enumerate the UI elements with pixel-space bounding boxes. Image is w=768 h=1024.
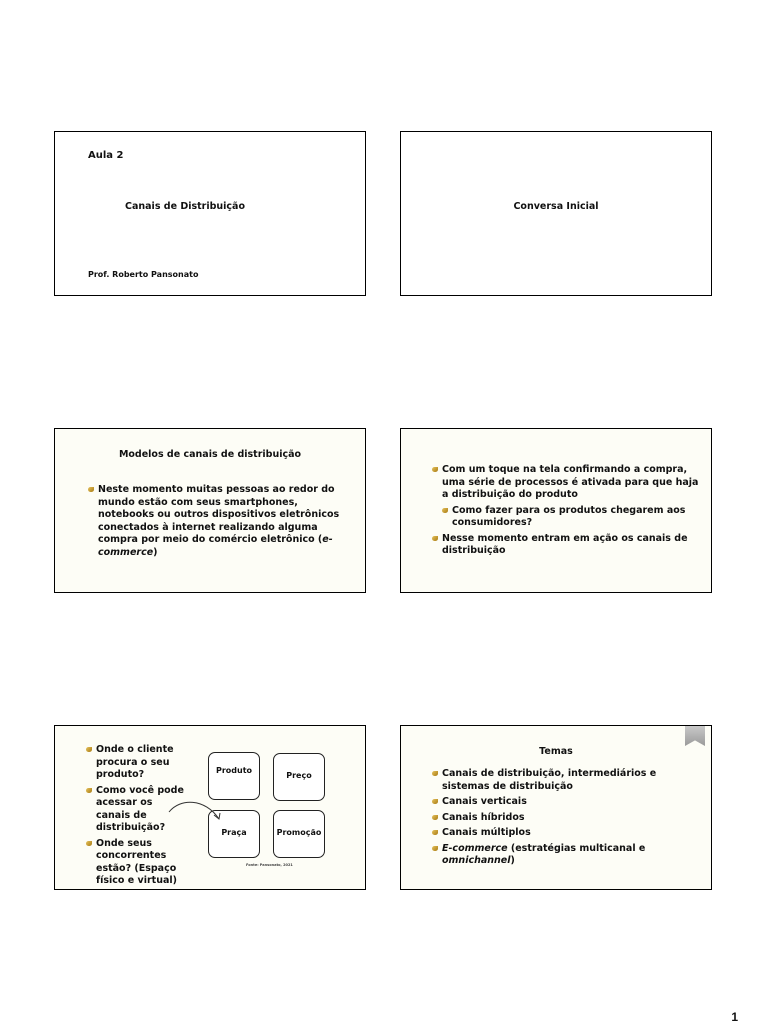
box-promocao: Promoção: [273, 810, 325, 858]
bullet-icon: [88, 487, 94, 492]
list-item: Como fazer para os produtos chegarem aos consumidores?: [442, 505, 704, 530]
list-item: Neste momento muitas pessoas ao redor do mundo estão com seus smartphones, notebooks ou outros dispositivos eletrônicos conectados à internet realizando alguma compra por meio do comércio eletrônico (e-commerce): [88, 484, 343, 559]
bullet-icon: [432, 536, 438, 541]
bullet-icon: [442, 508, 448, 513]
lesson-label: Aula 2: [88, 150, 124, 161]
slide-title: Conversa Inicial: [513, 201, 599, 212]
bookmark-icon: [685, 726, 705, 746]
slide-title: Canais de Distribuição: [125, 201, 245, 212]
slide-1: [54, 131, 366, 296]
slide-2: [400, 131, 712, 296]
curved-arrow-icon: [55, 726, 366, 890]
slide-title: Temas: [539, 746, 573, 757]
author: Prof. Roberto Pansonato: [88, 270, 199, 279]
list-item: Nesse momento entram em ação os canais de distribuição: [432, 533, 704, 558]
bullet-icon: [432, 815, 438, 820]
bullet-icon: [432, 846, 438, 851]
slide-4: [400, 428, 712, 593]
list-item: Com um toque na tela confirmando a compra, uma série de processos é ativada para que haja a distribuição do produto: [432, 464, 704, 502]
list-item: Como você pode acessar os canais de distribuição?: [86, 785, 186, 835]
box-preco: Preço: [273, 753, 325, 801]
list-item: Canais múltiplos: [432, 827, 672, 840]
bullet-icon: [432, 771, 438, 776]
list-item: Canais híbridos: [432, 812, 672, 825]
list-item: Canais verticais: [432, 796, 672, 809]
list-item: Onde seus concorrentes estão? (Espaço físico e virtual): [86, 838, 186, 888]
bullet-icon: [432, 799, 438, 804]
list-item: E-commerce (estratégias multicanal e omnichannel): [432, 843, 672, 868]
bullet-list: [432, 464, 704, 561]
slide-6: [400, 725, 712, 890]
slide-title: Modelos de canais de distribuição: [118, 449, 302, 460]
bullet-list: [88, 484, 343, 562]
slide-3: [54, 428, 366, 593]
box-praca: Praça: [208, 810, 260, 858]
box-produto: Produto: [208, 752, 260, 800]
list-item: Canais de distribuição, intermediários e sistemas de distribuição: [432, 768, 672, 793]
source-note: Fonte: Pansonato, 2021: [246, 863, 293, 867]
bullet-icon: [432, 830, 438, 835]
bullet-list: [432, 768, 672, 871]
list-item: Onde o cliente procura o seu produto?: [86, 744, 186, 782]
bullet-icon: [432, 467, 438, 472]
slide-5: [54, 725, 366, 890]
page-number: 1: [731, 1010, 738, 1024]
